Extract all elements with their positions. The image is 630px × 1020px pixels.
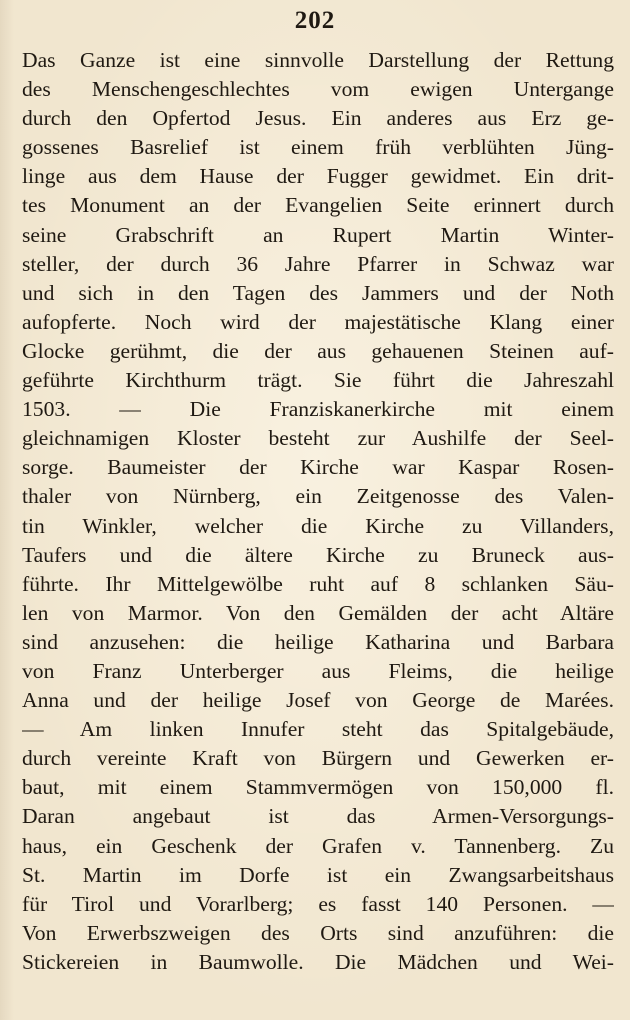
text-line-10: aufopferte. Noch wird der majestätische Klang einer <box>22 309 614 334</box>
text-line-14: gleichnamigen Kloster besteht zur Aushilfe der Seel- <box>22 426 614 451</box>
body-text <box>22 46 614 977</box>
text-line-13: 1503. — Die Franziskanerkirche mit einem <box>22 397 614 422</box>
text-line-7: seine Grabschrift an Rupert Martin Winter- <box>22 222 614 247</box>
text-line-23: Anna und der heilige Josef von George de Marées. <box>22 688 614 713</box>
text-line-5: linge aus dem Hause der Fugger gewidmet. Ein drit- <box>22 164 614 189</box>
text-line-1: Das Ganze ist eine sinnvolle Darstellung der Rettung <box>22 48 614 72</box>
text-line-4: gossenes Basrelief ist einem früh verblühten Jüng- <box>22 135 614 160</box>
text-line-30: für Tirol und Vorarlberg; es fasst 140 Personen. — <box>22 891 614 916</box>
text-line-3: durch den Opfertod Jesus. Ein anderes aus Erz ge- <box>22 106 614 131</box>
text-line-21: sind anzusehen: die heilige Katharina und Barbara <box>22 629 614 654</box>
text-line-25: durch vereinte Kraft von Bürgern und Gewerken er- <box>22 746 614 771</box>
text-line-24: — Am linken Innufer steht das Spitalgebäude, <box>22 717 614 742</box>
text-line-26: baut, mit einem Stammvermögen von 150,000 fl. <box>22 775 614 800</box>
text-line-22: von Franz Unterberger aus Fleims, die heilige <box>22 658 614 683</box>
text-line-19: führte. Ihr Mittelgewölbe ruht auf 8 schlanken Säu- <box>22 571 614 596</box>
page-number: 202 <box>294 7 336 34</box>
text-line-20: len von Marmor. Von den Gemälden der acht Altäre <box>22 600 614 625</box>
text-line-9: und sich in den Tagen des Jammers und der Noth <box>22 280 614 305</box>
text-line-15: sorge. Baumeister der Kirche war Kaspar Rosen- <box>22 455 614 480</box>
text-line-27: Daran angebaut ist das Armen-Versorgungs- <box>22 804 614 829</box>
text-line-8: steller, der durch 36 Jahre Pfarrer in Schwaz war <box>22 251 614 276</box>
text-line-12: geführte Kirchthurm trägt. Sie führt die Jahreszahl <box>22 368 614 393</box>
text-line-2: des Menschengeschlechtes vom ewigen Untergange <box>22 77 614 102</box>
text-line-32: Stickereien in Baumwolle. Die Mädchen und Wei- <box>22 949 614 974</box>
text-line-16: thaler von Nürnberg, ein Zeitgenosse des Valen- <box>22 484 614 509</box>
text-line-6: tes Monument an der Evangelien Seite erinnert durch <box>22 193 614 218</box>
text-line-18: Taufers und die ältere Kirche zu Bruneck aus- <box>22 542 614 567</box>
text-line-11: Glocke gerühmt, die der aus gehauenen Steinen auf- <box>22 338 614 363</box>
text-line-28: haus, ein Geschenk der Grafen v. Tannenberg. Zu <box>22 833 614 858</box>
text-line-29: St. Martin im Dorfe ist ein Zwangsarbeitshaus <box>22 862 614 887</box>
text-line-17: tin Winkler, welcher die Kirche zu Villanders, <box>22 513 614 538</box>
text-line-31: Von Erwerbszweigen des Orts sind anzuführen: die <box>22 920 614 945</box>
